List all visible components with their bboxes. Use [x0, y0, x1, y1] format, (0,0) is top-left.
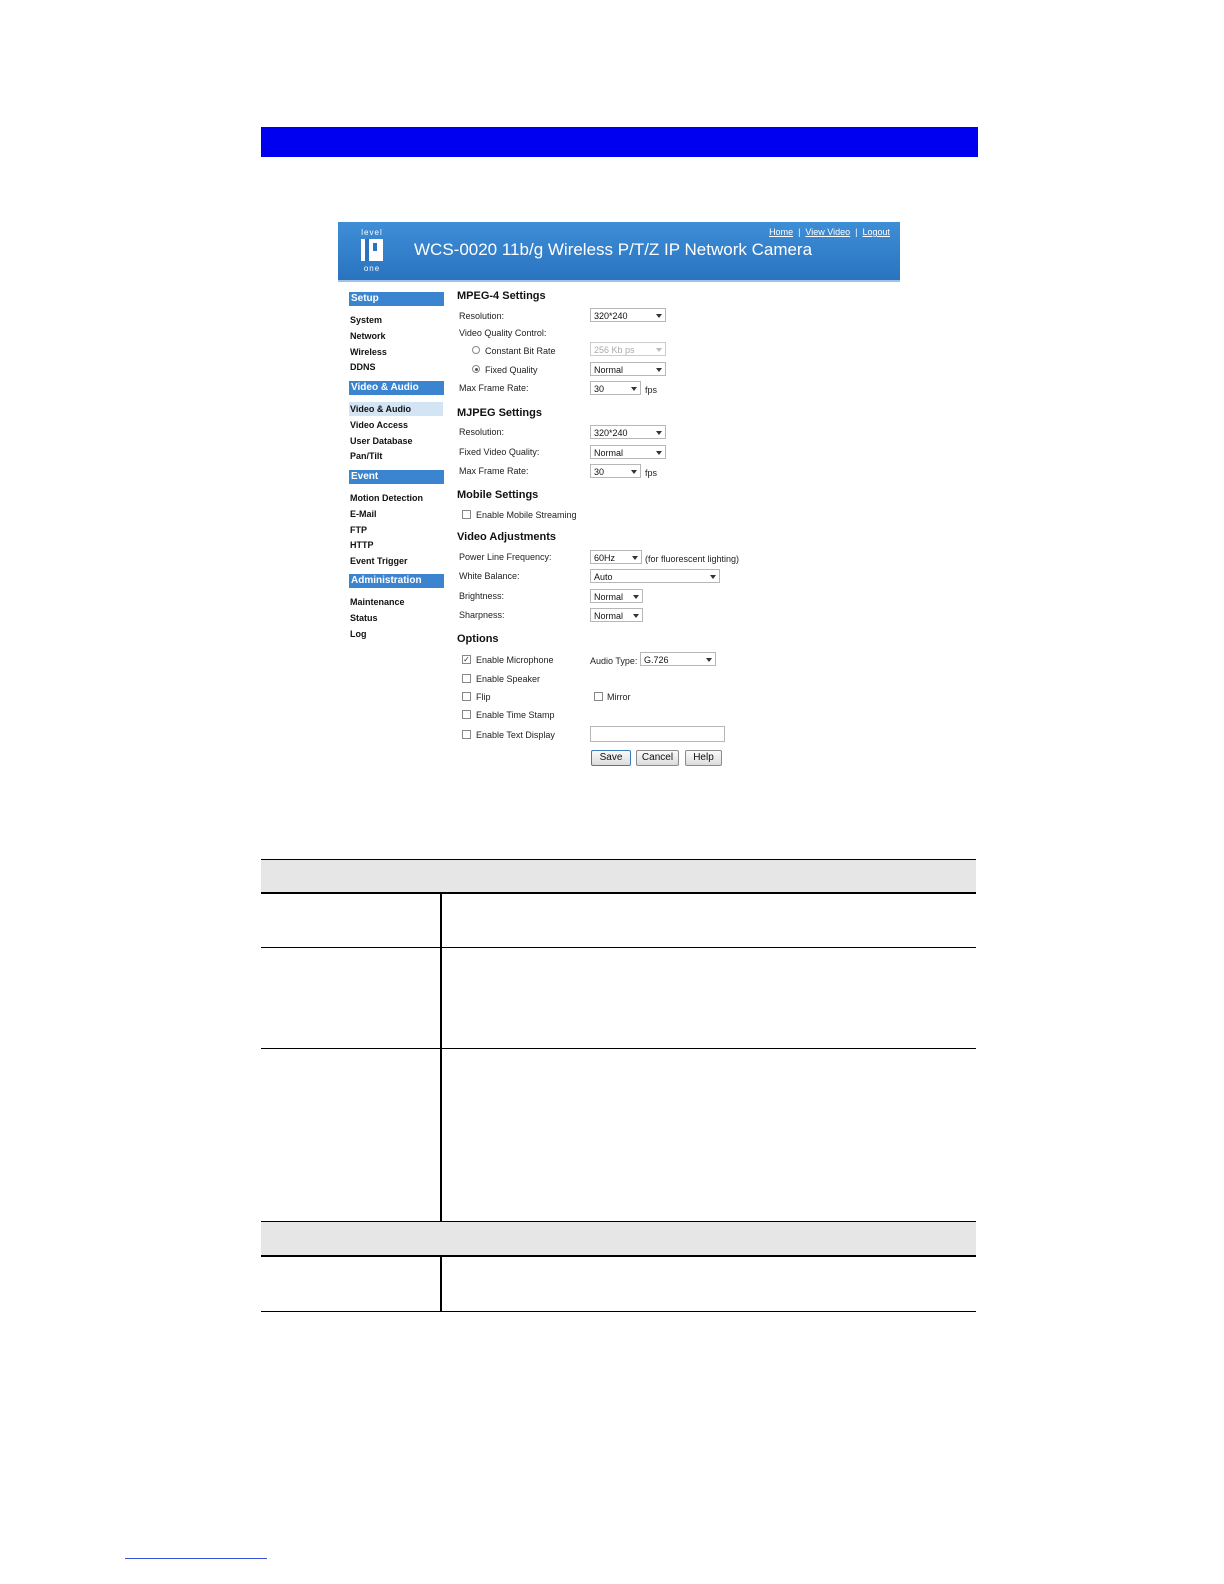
microphone-label: Enable Microphone: [476, 655, 554, 665]
mobile-streaming-checkbox[interactable]: [462, 510, 471, 519]
top-links: Home | View Video | Logout: [769, 227, 890, 237]
cancel-button[interactable]: Cancel: [636, 750, 679, 766]
table-section-header: [261, 1222, 976, 1255]
brightness-select[interactable]: Normal: [590, 589, 643, 603]
sidebar-item-video-audio[interactable]: Video & Audio: [350, 404, 412, 414]
logout-link[interactable]: Logout: [862, 227, 890, 237]
adjust-section-title: Video Adjustments: [457, 531, 557, 543]
banner: [338, 222, 900, 282]
time-stamp-label: Enable Time Stamp: [476, 710, 555, 720]
table-rule: [261, 1255, 976, 1257]
sidebar-item-ftp[interactable]: FTP: [350, 525, 367, 535]
constant-bit-rate-label: Constant Bit Rate: [485, 346, 556, 356]
logo-bottom-text: one: [363, 264, 381, 273]
mpeg4-section-title: MPEG-4 Settings: [457, 290, 546, 302]
mjpeg-fps-unit: fps: [645, 468, 658, 478]
speaker-checkbox[interactable]: [462, 674, 471, 683]
mjpeg-quality-select[interactable]: Normal: [590, 445, 666, 459]
white-balance-select[interactable]: Auto: [590, 569, 720, 583]
power-line-note: (for fluorescent lighting): [645, 554, 740, 564]
mpeg4-resolution-select[interactable]: 320*240: [590, 308, 666, 322]
white-balance-label: White Balance:: [459, 571, 520, 581]
levelone-logo: [355, 228, 389, 274]
logo-top-text: level: [361, 228, 383, 237]
text-display-input[interactable]: [590, 726, 725, 742]
home-link[interactable]: Home: [769, 227, 794, 237]
sidebar-item-ddns[interactable]: DDNS: [350, 362, 376, 372]
table-bottom-rule: [261, 1311, 976, 1312]
flip-label: Flip: [476, 692, 491, 702]
sidebar-item-event-trigger[interactable]: Event Trigger: [350, 556, 408, 566]
time-stamp-checkbox[interactable]: [462, 710, 471, 719]
mirror-checkbox[interactable]: [594, 692, 603, 701]
microphone-checkbox[interactable]: ✓: [463, 655, 470, 664]
constant-bit-rate-radio[interactable]: [472, 346, 480, 354]
mjpeg-resolution-label: Resolution:: [459, 427, 505, 437]
mjpeg-frame-rate-label: Max Frame Rate:: [459, 466, 529, 476]
mjpeg-resolution-select[interactable]: 320*240: [590, 425, 666, 439]
options-section-title: Options: [457, 633, 499, 645]
table-rule: [261, 1048, 976, 1049]
mjpeg-section-title: MJPEG Settings: [457, 407, 542, 419]
sidebar-head-event: Event: [349, 470, 444, 484]
sidebar-item-http[interactable]: HTTP: [350, 540, 374, 550]
sidebar-item-status[interactable]: Status: [350, 613, 378, 623]
mpeg4-fps-unit: fps: [645, 385, 658, 395]
sidebar-item-video-access[interactable]: Video Access: [350, 420, 409, 430]
sidebar-item-email[interactable]: E-Mail: [350, 509, 377, 519]
fixed-quality-label: Fixed Quality: [485, 365, 538, 375]
sidebar-item-network[interactable]: Network: [350, 331, 386, 341]
save-button[interactable]: Save: [591, 750, 631, 766]
fixed-quality-select[interactable]: Normal: [590, 362, 666, 376]
bit-rate-select[interactable]: 256 Kb ps: [590, 342, 666, 356]
sidebar-head-setup: Setup: [349, 292, 444, 306]
mobile-streaming-label: Enable Mobile Streaming: [476, 510, 577, 520]
sidebar-item-user-database[interactable]: User Database: [350, 436, 413, 446]
sidebar-item-wireless[interactable]: Wireless: [350, 347, 387, 357]
sidebar-item-motion-detection[interactable]: Motion Detection: [350, 493, 423, 503]
text-display-checkbox[interactable]: [462, 730, 471, 739]
sidebar-head-video-audio: Video & Audio: [349, 381, 444, 395]
text-display-label: Enable Text Display: [476, 730, 555, 740]
mpeg4-frame-rate-select[interactable]: 30: [590, 381, 641, 395]
document-header-bar: [261, 127, 978, 157]
mpeg4-resolution-label: Resolution:: [459, 311, 505, 321]
table-section-header: [261, 860, 976, 892]
view-video-link[interactable]: View Video: [805, 227, 851, 237]
brightness-label: Brightness:: [459, 591, 505, 601]
sharpness-select[interactable]: Normal: [590, 608, 643, 622]
mjpeg-quality-label: Fixed Video Quality:: [459, 447, 540, 457]
sidebar-item-maintenance[interactable]: Maintenance: [350, 597, 405, 607]
sidebar-head-administration: Administration: [349, 574, 444, 588]
sharpness-label: Sharpness:: [459, 610, 505, 620]
video-quality-control-label: Video Quality Control:: [459, 328, 547, 338]
camera-admin-screenshot: [338, 222, 900, 782]
page-title: WCS-0020 11b/g Wireless P/T/Z IP Network Camera: [414, 240, 813, 259]
sidebar-item-pan-tilt[interactable]: Pan/Tilt: [350, 451, 383, 461]
mirror-label: Mirror: [607, 692, 631, 702]
power-line-label: Power Line Frequency:: [459, 552, 552, 562]
speaker-label: Enable Speaker: [476, 674, 541, 684]
fixed-quality-radio[interactable]: [472, 365, 480, 373]
flip-checkbox[interactable]: [462, 692, 471, 701]
audio-type-label: Audio Type:: [590, 656, 638, 666]
mjpeg-frame-rate-select[interactable]: 30: [590, 464, 641, 478]
table-rule: [261, 947, 976, 948]
table-column-divider: [440, 894, 442, 1222]
sidebar-item-system[interactable]: System: [350, 315, 383, 325]
mobile-section-title: Mobile Settings: [457, 489, 539, 501]
mpeg4-frame-rate-label: Max Frame Rate:: [459, 383, 529, 393]
sidebar-item-log[interactable]: Log: [350, 629, 367, 639]
table-rule: [261, 892, 976, 894]
footnote-rule: [125, 1558, 267, 1559]
audio-type-select[interactable]: G.726: [640, 652, 716, 666]
help-button[interactable]: Help: [685, 750, 722, 766]
table-column-divider: [440, 1257, 442, 1312]
power-line-select[interactable]: 60Hz: [590, 550, 642, 564]
